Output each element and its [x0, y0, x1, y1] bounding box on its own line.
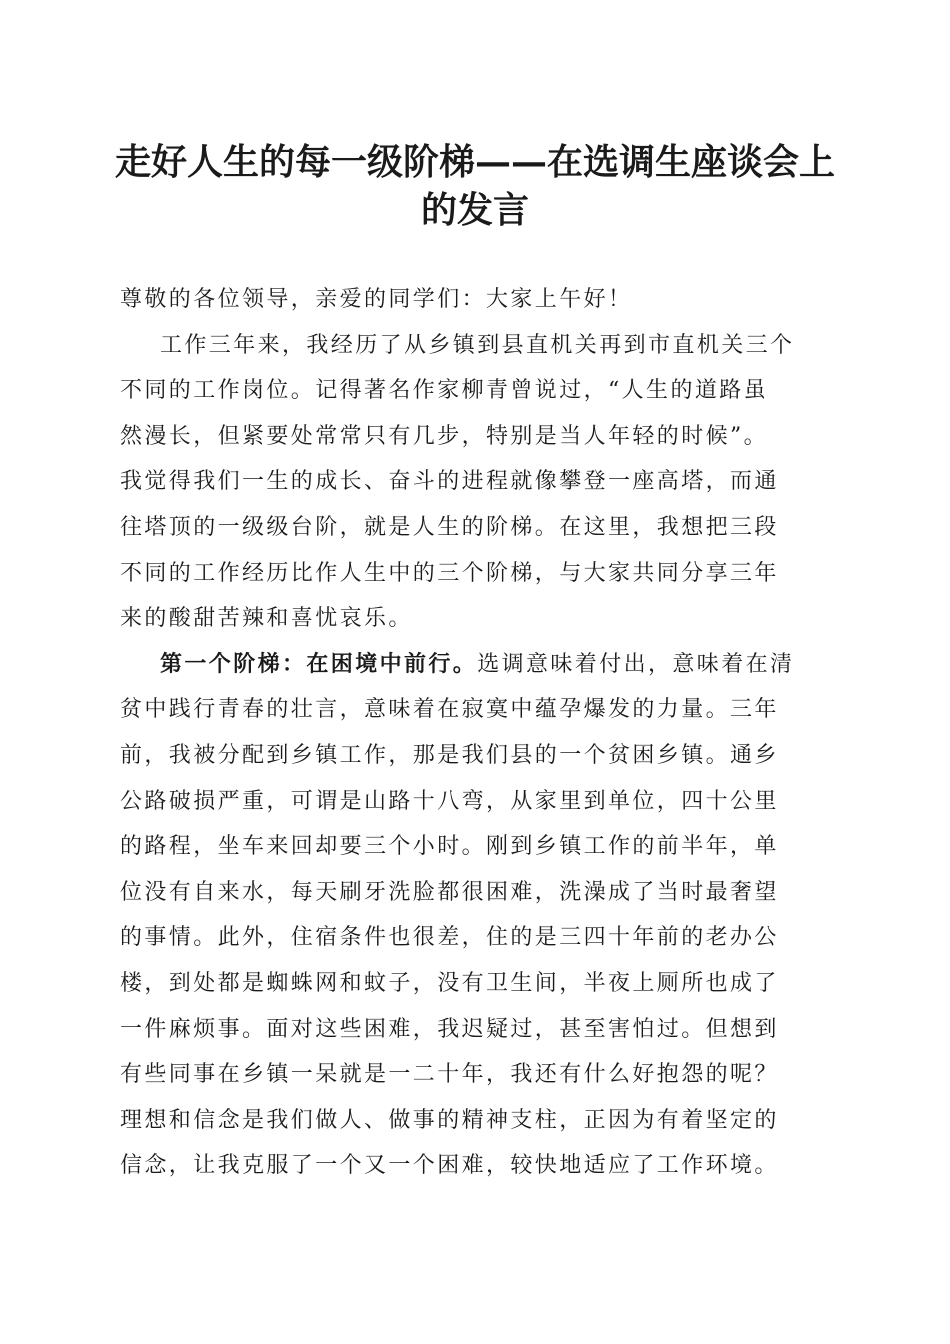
paragraph-line: 公路破损严重，可谓是山路十八弯，从家里到单位，四十公里	[120, 788, 779, 814]
section-heading: 第一个阶梯：在困境中前行。	[160, 650, 478, 677]
greeting: 尊敬的各位领导，亲爱的同学们：大家上午好！	[120, 287, 633, 312]
paragraph-line	[120, 642, 825, 688]
paragraph-line: 我觉得我们一生的成长、奋斗的进程就像攀登一座高塔，而通	[120, 469, 779, 495]
paragraph-line: 的路程，坐车来回却要三个小时。刚到乡镇工作的前半年，单	[120, 834, 779, 860]
document-body	[120, 277, 825, 1189]
paragraph-line: 信念，让我克服了一个又一个困难，较快地适应了工作环境。	[120, 1153, 779, 1179]
paragraph-2	[120, 642, 825, 1189]
paragraph-line: 往塔顶的一级级台阶，就是人生的阶梯。在这里，我想把三段	[120, 514, 779, 540]
paragraph-line: 前，我被分配到乡镇工作，那是我们县的一个贫困乡镇。通乡	[120, 742, 779, 768]
paragraph-text: 选调意味着付出，意味着在清	[477, 651, 795, 677]
paragraph-line: 然漫长，但紧要处常常只有几步，特别是当人年轻的时候”。	[120, 423, 769, 449]
paragraph-line: 的事情。此外，住宿条件也很差，住的是三四十年前的老办公	[120, 925, 779, 951]
paragraph-line: 有些同事在乡镇一呆就是一二十年，我还有什么好抱怨的呢？	[120, 1062, 779, 1088]
document-title	[110, 138, 840, 234]
title-line-2: 的发言	[420, 189, 529, 231]
paragraph-line: 楼，到处都是蜘蛛网和蚊子，没有卫生间，半夜上厕所也成了	[120, 970, 779, 996]
paragraph-line: 不同的工作岗位。记得著名作家柳青曾说过，“人生的道路虽	[120, 378, 769, 404]
paragraph-line: 工作三年来，我经历了从乡镇到县直机关再到市直机关三个	[160, 332, 795, 358]
paragraph-line: 位没有自来水，每天刷牙洗脸都很困难，洗澡成了当时最奢望	[120, 879, 779, 905]
title-line-1: 走好人生的每一级阶梯——在选调生座谈会上	[114, 141, 835, 183]
paragraph-1	[120, 323, 825, 642]
paragraph-line: 理想和信念是我们做人、做事的精神支柱，正因为有着坚定的	[120, 1107, 779, 1133]
paragraph-line: 不同的工作经历比作人生中的三个阶梯，与大家共同分享三年	[120, 560, 779, 586]
paragraph-line: 一件麻烦事。面对这些困难，我迟疑过，甚至害怕过。但想到	[120, 1016, 779, 1042]
paragraph-line: 来的酸甜苦辣和喜忧哀乐。	[120, 606, 413, 632]
paragraph-line: 贫中践行青春的壮言，意味着在寂寞中蕴孕爆发的力量。三年	[120, 697, 779, 723]
